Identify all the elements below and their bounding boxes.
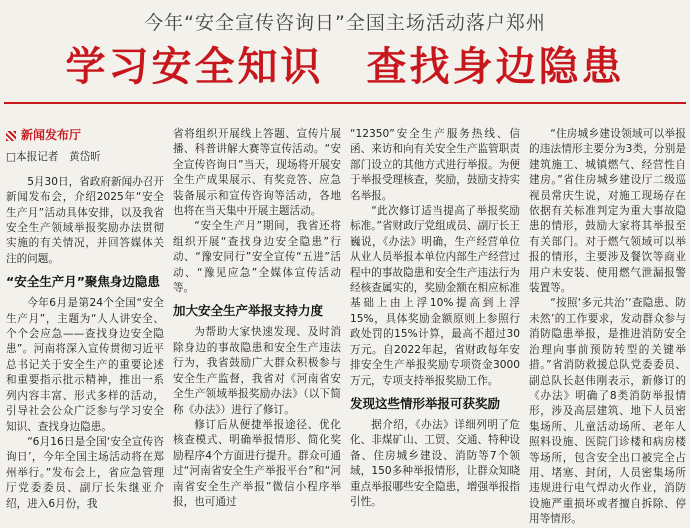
- paragraph: “6月16日是全国‘安全宣传咨询日’，今年全国主场活动将在郑州举行。”发布会上，省应急管理厅党委委员、副厅长朱继亚介绍，进入6月份，我: [6, 435, 164, 510]
- headline-rule: [4, 102, 686, 104]
- column-4: [529, 127, 686, 528]
- paragraph: “安全生产月”期间，我省还将组织开展“查找身边安全隐患”行动、“豫安同行”安全宣传“五进”活动、“豫见应急”全媒体宣传活动等。: [173, 220, 341, 295]
- byline: □本报记者 黄岱昕: [6, 151, 101, 164]
- paragraph: 省将组织开展线上答题、宣传片展播、科普讲解大赛等宣传活动。“安全宣传咨询日”当天，现场将开展安全生产成果展示、有奖竞答、应急装备展示和宣传咨询等活动，各地也将在当天集中开展主题活动。: [173, 128, 341, 218]
- section-stripe-icon: [6, 131, 16, 141]
- paragraph: “此次修订适当提高了举报奖励标准。”省财政厅党组成员、副厅长王巍说，《办法》明确，生产经营单位从业人员举报本单位内部生产经营过程中的事故隐患和安全生产违法行为经核查属实的，奖励金额在相应标准基础上由上浮10%提高到上浮15%，具体奖励金额原则上参照行政处罚的15%计算，最高不超过30万元。自2022年起，省财政每年安排安全生产举报奖励专项资金3000万元，专项支持举报奖励工作。: [350, 205, 520, 387]
- section-tag: [6, 128, 164, 143]
- paragraph: 修订后从便捷举报途径、优化核查模式、明确举报情形、简化奖励程序4个方面进行提升。群众可通过“河南省安全生产举报平台”和“河南省安全生产举报”微信小程序举报，也可通过: [173, 418, 341, 508]
- paragraph: 今年6月是第24个全国“安全生产月”，主题为“人人讲安全、个个会应急——查找身边安全隐患”。河南将深入宣传贯彻习近平总书记关于安全生产的重要论述和重要指示批示精神，推出一系列内容丰富、形式多样的活动，引导社会公众广泛参与学习安全知识、查找身边隐患。: [6, 297, 164, 433]
- paragraph: “按照‘多元共治’‘查隐患、防未然’的工作要求，发动群众参与消防隐患举报，是推进消防安全治理向事前预防转型的关键举措。”省消防救援总队党委委员、副总队长赵伟刚表示，新修订的《办法》明确了8类消防举报情形，涉及高层建筑、地下人员密集场所、儿童活动场所、老年人照料设施、医院门诊楼和病房楼等场所，包含安全出口被完全占用、堵塞、封闭，人员密集场所违规进行电气焊动火作业，消防设施严重损坏或者擅自拆除、停用等情形。: [529, 297, 686, 526]
- section-heading: 发现这些情形举报可获奖励: [350, 395, 501, 411]
- column-1: [6, 127, 164, 512]
- section-heading: “安全生产月”聚焦身边隐患: [6, 274, 160, 290]
- column-3: [350, 127, 520, 510]
- paragraph: 为帮助大家快速发现、及时消除身边的事故隐患和安全生产违法行为，我省鼓励广大群众积极参与安全生产监督，我省对《河南省安全生产领域举报奖励办法》（以下简称《办法》）进行了修订。: [173, 326, 341, 416]
- article-headline: 学习安全知识 查找身边隐患: [65, 44, 625, 90]
- article-subtitle: 今年“安全宣传咨询日”全国主场活动落户郑州: [144, 12, 546, 34]
- section-heading: 加大安全生产举报支持力度: [173, 303, 324, 319]
- paragraph: 据介绍，《办法》详细列明了危化、非煤矿山、工贸、交通、特种设备、住房城乡建设、消防等7个领域，150多种举报情形，让群众知晓重点举报哪些安全隐患，增强举报指引性。: [350, 418, 520, 508]
- paragraph: “12350”安全生产服务热线、信函、来访和向有关安全生产监管职责部门设立的其他方式进行举报。为便于举报受理核查，奖励，鼓励支持实名举报。: [350, 128, 520, 202]
- paragraph: 5月30日，省政府新闻办召开新闻发布会，介绍2025年“安全生产月”活动具体安排，以及我省安全生产领域举报奖励办法贯彻实施的有关情况，并回答媒体关注的问题。: [6, 175, 164, 265]
- section-tag-label: 新闻发布厅: [21, 128, 82, 142]
- paragraph: “住房城乡建设领域可以举报的违法情形主要分为3类，分别是建筑施工、城镇燃气、经营性自建房。”省住房城乡建设厅二级巡视员常庆生说，对施工现场存在依据有关标准判定为重大事故隐患的情形，鼓励大家将其举报至有关部门。对于燃气领域可以举报的情形，主要涉及餐饮等商业用户未安装、使用燃气泄漏报警装置等。: [529, 128, 686, 295]
- column-2: [173, 127, 341, 510]
